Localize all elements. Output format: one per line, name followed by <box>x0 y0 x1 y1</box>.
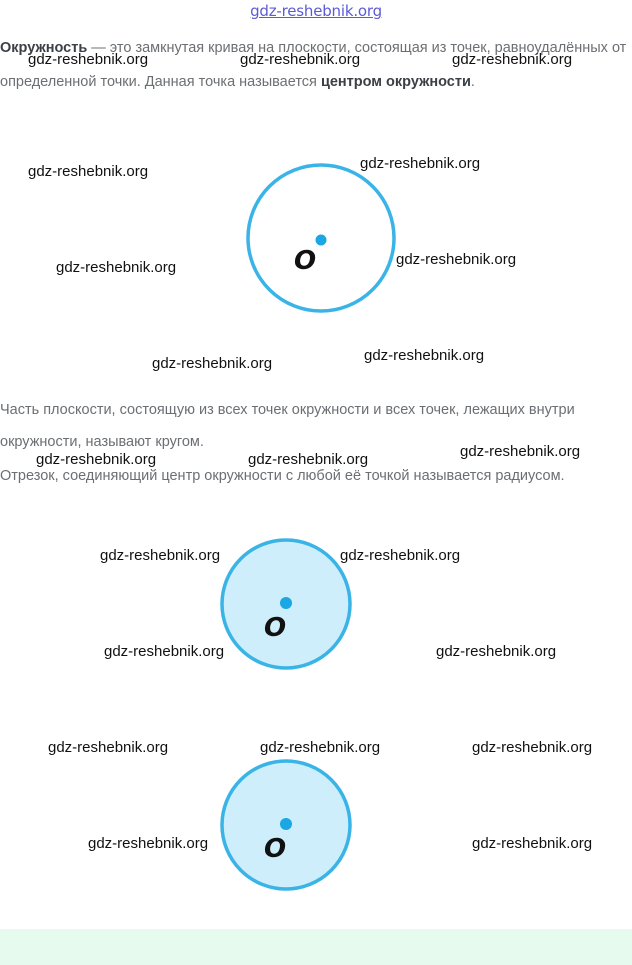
watermark: gdz-reshebnik.org <box>260 739 381 756</box>
center-point <box>316 235 327 246</box>
center-point <box>280 818 292 830</box>
watermark: gdz-reshebnik.org <box>88 835 209 852</box>
watermark: gdz-reshebnik.org <box>28 163 149 180</box>
watermark: gdz-reshebnik.org <box>104 643 225 660</box>
paragraph-radius-definition: Отрезок, соединяющий центр окружности с любой её точкой называется радиусом. <box>0 468 565 484</box>
watermark: gdz-reshebnik.org <box>56 259 177 276</box>
watermark: gdz-reshebnik.org <box>460 443 581 460</box>
circle-definition-end: . <box>470 74 475 90</box>
watermark: gdz-reshebnik.org <box>452 51 573 68</box>
figure-disk-1 <box>212 530 360 676</box>
circle-definition-text: — это замкнутая кривая на плоскости, состоящая из точек, равноудалённых от определенной точки. Данная точка называется <box>0 40 627 90</box>
center-label: O <box>264 613 287 643</box>
paragraph-disk-definition: Часть плоскости, состоящую из всех точек окружности и всех точек, лежащих внутри окружности, называют кругом. <box>0 402 575 450</box>
watermark: gdz-reshebnik.org <box>36 451 157 468</box>
watermark: gdz-reshebnik.org <box>152 355 273 372</box>
watermark: gdz-reshebnik.org <box>48 739 169 756</box>
watermark: gdz-reshebnik.org <box>240 51 361 68</box>
watermark: gdz-reshebnik.org <box>28 51 149 68</box>
watermark: gdz-reshebnik.org <box>472 835 593 852</box>
term-circle: Окружность <box>0 40 88 56</box>
site-header-link[interactable]: gdz-reshebnik.org <box>250 2 382 20</box>
watermark: gdz-reshebnik.org <box>472 739 593 756</box>
watermark: gdz-reshebnik.org <box>340 547 461 564</box>
watermark: gdz-reshebnik.org <box>360 155 481 172</box>
watermark: gdz-reshebnik.org <box>248 451 369 468</box>
center-label: O <box>264 834 287 864</box>
watermark: gdz-reshebnik.org <box>100 547 221 564</box>
term-circle-center: центром окружности <box>320 74 471 90</box>
watermark: gdz-reshebnik.org <box>396 251 517 268</box>
watermark: gdz-reshebnik.org <box>436 643 557 660</box>
center-label: O <box>294 246 317 276</box>
footer-bar <box>0 929 632 965</box>
watermark: gdz-reshebnik.org <box>364 347 485 364</box>
center-point <box>280 597 292 609</box>
figure-circle <box>237 162 405 320</box>
figure-disk-2 <box>212 751 360 897</box>
